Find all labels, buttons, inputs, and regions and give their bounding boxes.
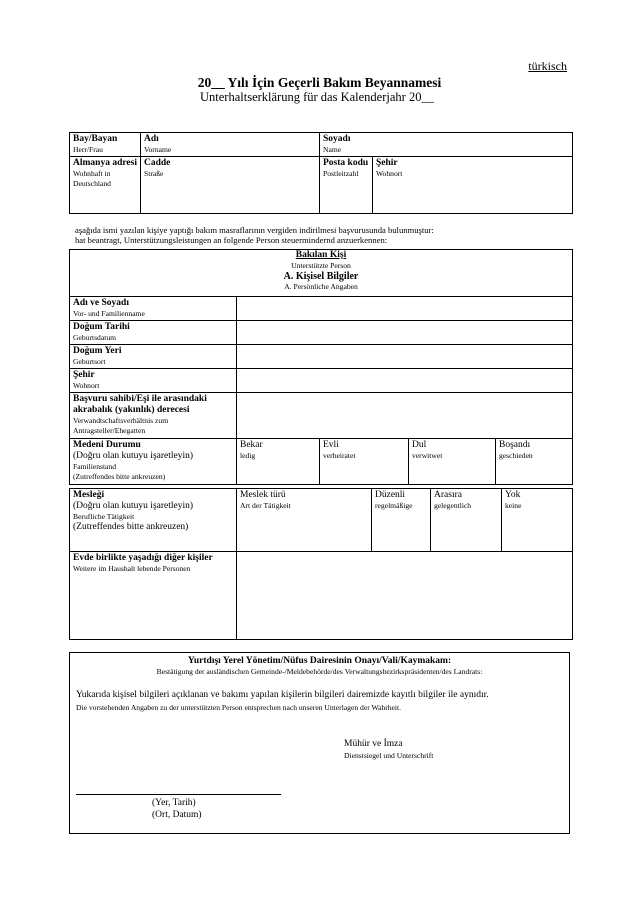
- row-label-name: [70, 297, 237, 321]
- confirmation-text-tr: Yukarıda kişisel bilgileri açıklanan ve bakımı yapılan kişilerin bilgileri dairemizde kayıtlı bilgiler ile aynıdır.: [76, 690, 489, 700]
- person-heading-de: Unterstützte Person: [291, 261, 351, 270]
- street-field[interactable]: [141, 157, 320, 214]
- profession-table: [69, 488, 573, 552]
- form-subtitle: Unterhaltserklärung für das Kalenderjahr 20__: [200, 90, 434, 104]
- seal-label-de: Dienstsiegel und Unterschrift: [344, 751, 434, 760]
- city-field[interactable]: [373, 157, 573, 214]
- row-label-city: [70, 369, 237, 393]
- profession-note-de: (Zutreffendes bitte ankreuzen): [73, 522, 189, 532]
- option-single-de: ledig: [240, 451, 256, 460]
- applicant-table: [69, 132, 573, 214]
- profession-label-de: Berufliche Tätigkeit: [73, 512, 135, 521]
- birthdate-label-tr: Doğum Tarihi: [73, 322, 130, 332]
- option-regular-de: regelmäßige: [375, 501, 413, 510]
- option-single-tr: Bekar: [240, 440, 263, 450]
- household-table: [69, 551, 573, 640]
- first-name-label-tr: Adı: [144, 134, 159, 144]
- confirmation-text-de: Die vorstehenden Angaben zu der unterstützten Person entsprechen nach unseren Unterlagen der Wahrheit.: [76, 703, 402, 712]
- first-name-field[interactable]: [141, 133, 320, 157]
- relationship-label-tr: Başvuru sahibi/Eşi ile arasındaki akrabalık (yakınlık) derecesi: [73, 394, 207, 415]
- salutation-label-tr: Bay/Bayan: [73, 134, 118, 144]
- profession-option-regular[interactable]: [372, 489, 431, 552]
- surname-field[interactable]: [320, 133, 573, 157]
- option-none-tr: Yok: [505, 490, 521, 500]
- option-widowed-tr: Dul: [412, 440, 427, 450]
- profession-type-field[interactable]: [237, 489, 372, 552]
- profession-note-tr: (Doğru olan kutuyu işaretleyin): [73, 501, 194, 511]
- marital-option-widowed[interactable]: [409, 439, 496, 485]
- city-label-tr: Şehir: [376, 158, 398, 168]
- postal-code-field[interactable]: [320, 157, 373, 214]
- marital-option-married[interactable]: [320, 439, 409, 485]
- form-title: 20__ Yılı İçin Geçerli Bakım Beyannamesi: [197, 75, 442, 90]
- profession-option-none[interactable]: [502, 489, 573, 552]
- address-label-cell: [70, 157, 141, 214]
- row-label-profession: [70, 489, 237, 552]
- birthdate-label-de: Geburtsdatum: [73, 333, 117, 342]
- place-date-line[interactable]: [76, 794, 281, 795]
- marital-option-single[interactable]: [237, 439, 320, 485]
- person-city-label-de: Wohnort: [73, 381, 100, 390]
- birthplace-label-de: Geburtsort: [73, 357, 106, 366]
- person-heading-cell: [70, 250, 573, 297]
- person-table: [69, 249, 573, 485]
- birthplace-input[interactable]: [237, 345, 573, 369]
- option-divorced-de: geschieden: [499, 451, 533, 460]
- birthdate-input[interactable]: [237, 321, 573, 345]
- option-type-tr: Meslek türü: [240, 490, 286, 500]
- option-regular-tr: Düzenli: [375, 490, 406, 500]
- marital-label-de: Familienstand: [73, 462, 117, 471]
- row-label-marital: [70, 439, 237, 485]
- intro-text-de: hat beantragt, Unterstützungsleistungen an folgende Person steuermindernd anzuerkennen:: [75, 235, 388, 245]
- option-married-tr: Evli: [323, 440, 339, 450]
- marital-note-tr: (Doğru olan kutuyu işaretleyin): [73, 451, 194, 461]
- marital-label-tr: Medeni Durumu: [73, 440, 141, 450]
- address-label-de: Wohnhaft in Deutschland: [73, 169, 111, 188]
- option-widowed-de: verwitwet: [412, 451, 443, 460]
- option-married-de: verheiratet: [323, 451, 356, 460]
- row-label-relationship: [70, 393, 237, 439]
- place-date-label-de: (Ort, Datum): [152, 810, 202, 820]
- name-input[interactable]: [237, 297, 573, 321]
- seal-label-tr: Mühür ve İmza: [344, 739, 403, 749]
- row-label-household: [70, 552, 237, 640]
- household-input[interactable]: [237, 552, 573, 640]
- person-city-input[interactable]: [237, 369, 573, 393]
- option-divorced-tr: Boşandı: [499, 440, 531, 450]
- marital-option-divorced[interactable]: [496, 439, 573, 485]
- postal-code-label-tr: Posta kodu: [323, 158, 369, 168]
- relationship-input[interactable]: [237, 393, 573, 439]
- option-none-de: keine: [505, 501, 522, 510]
- option-occasional-tr: Arasıra: [434, 490, 462, 500]
- row-label-birthdate: [70, 321, 237, 345]
- surname-label-de: Name: [323, 145, 342, 154]
- first-name-label-de: Vorname: [144, 145, 172, 154]
- birthplace-label-tr: Doğum Yeri: [73, 346, 122, 356]
- confirmation-heading-de: Bestätigung der ausländischen Gemeinde-/Meldebehörde/des Verwaltungsbezirkspräsidenten/des Landrats:: [156, 667, 483, 676]
- profession-option-occasional[interactable]: [431, 489, 502, 552]
- postal-code-label-de: Postleitzahl: [323, 169, 359, 178]
- profession-label-tr: Mesleği: [73, 490, 105, 500]
- address-label-tr: Almanya adresi: [73, 158, 137, 168]
- street-label-de: Straße: [144, 169, 164, 178]
- relationship-label-de: Verwandtschaftsverhältnis zum Antragsteller/Ehegatten: [73, 416, 169, 435]
- name-label-de: Vor- und Familienname: [73, 309, 145, 318]
- option-occasional-de: gelegentlich: [434, 501, 472, 510]
- marital-note-de: (Zutreffendes bitte ankreuzen): [73, 472, 166, 481]
- language-tag: türkisch: [528, 59, 567, 73]
- surname-label-tr: Soyadı: [323, 134, 351, 144]
- city-label-de: Wohnort: [376, 169, 403, 178]
- option-type-de: Art der Tätigkeit: [240, 501, 291, 510]
- street-label-tr: Cadde: [144, 158, 171, 168]
- person-section-de: A. Persönliche Angaben: [284, 282, 358, 291]
- intro-text-tr: aşağıda ismi yazılan kişiye yaptığı bakım masraflarının vergiden indirilmesi başvurusunda bulunmuştur:: [75, 225, 434, 235]
- salutation-label-de: Herr/Frau: [73, 145, 103, 154]
- row-label-birthplace: [70, 345, 237, 369]
- confirmation-box: [69, 652, 570, 834]
- place-date-label-tr: (Yer, Tarih): [152, 798, 196, 808]
- person-heading-tr: Bakılan Kişi: [295, 250, 347, 260]
- person-section-tr: A. Kişisel Bilgiler: [283, 271, 359, 282]
- name-label-tr: Adı ve Soyadı: [73, 298, 129, 308]
- salutation-field[interactable]: [70, 133, 141, 157]
- household-label-tr: Evde birlikte yaşadığı diğer kişiler: [73, 553, 213, 563]
- household-label-de: Weitere im Haushalt lebende Personen: [73, 564, 191, 573]
- confirmation-heading-tr: Yurtdışı Yerel Yönetim/Nüfus Dairesinin Onayı/Vali/Kaymakam:: [187, 656, 452, 666]
- person-city-label-tr: Şehir: [73, 370, 95, 380]
